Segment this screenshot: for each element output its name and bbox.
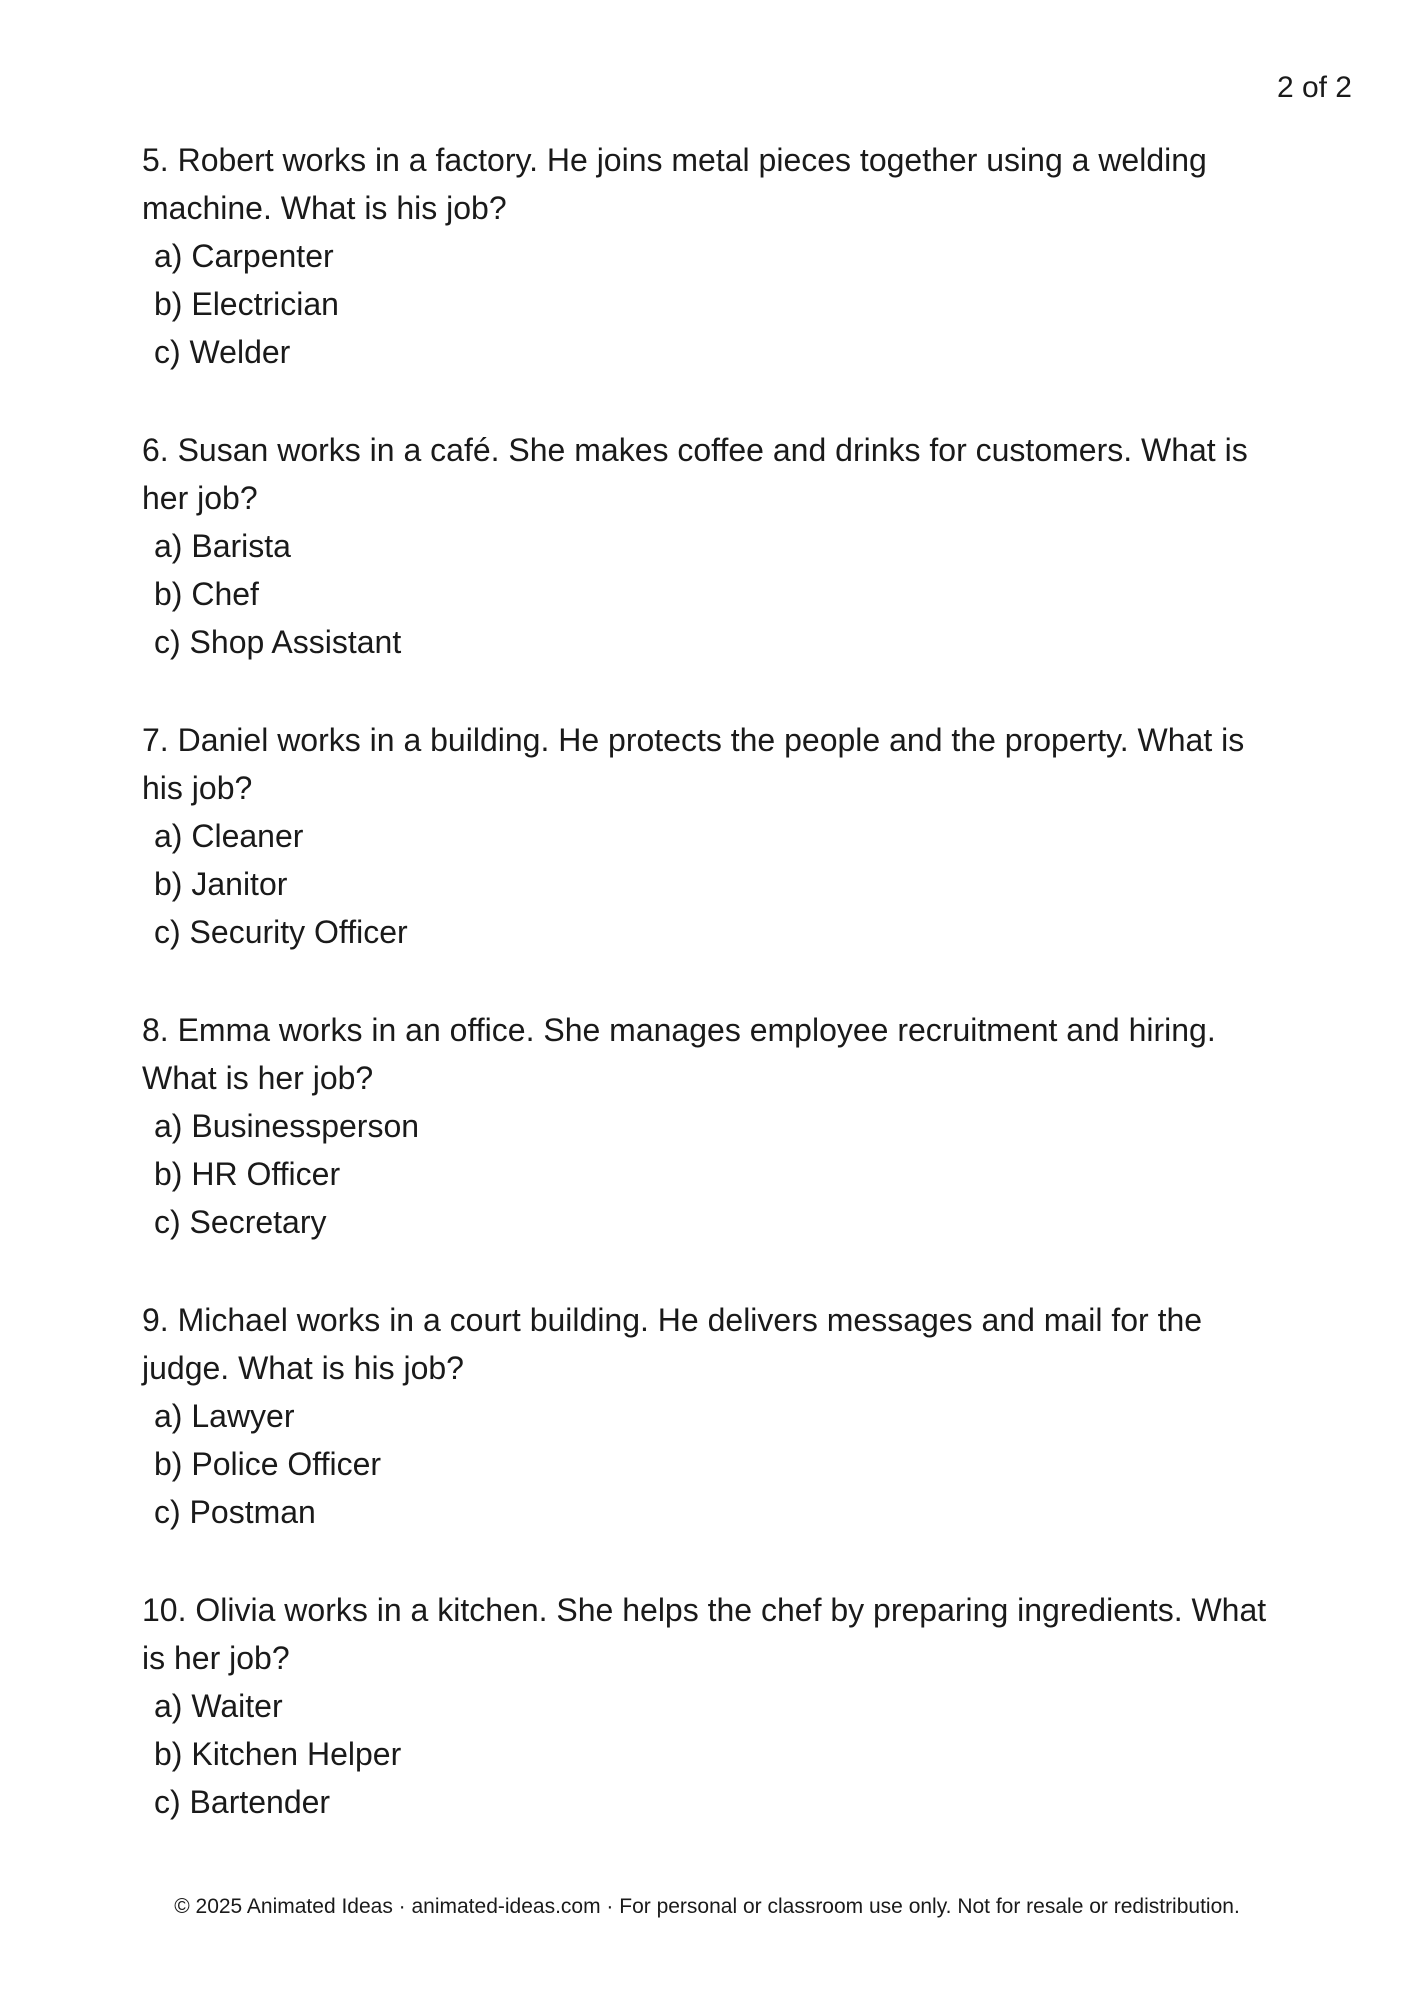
question-8 bbox=[142, 1006, 1322, 1246]
option-c: c) Shop Assistant bbox=[154, 624, 402, 660]
answer-options bbox=[142, 232, 1322, 376]
option-a: a) Cleaner bbox=[154, 818, 304, 854]
option-b: b) Police Officer bbox=[154, 1446, 382, 1482]
option-c: c) Secretary bbox=[154, 1204, 327, 1240]
option-c: c) Security Officer bbox=[154, 914, 408, 950]
option-a: a) Barista bbox=[154, 528, 291, 564]
question-7 bbox=[142, 716, 1322, 956]
question-10 bbox=[142, 1586, 1322, 1826]
option-b: b) Chef bbox=[154, 576, 259, 612]
option-c: c) Postman bbox=[154, 1494, 316, 1530]
answer-options bbox=[142, 1102, 1322, 1246]
option-a: a) Lawyer bbox=[154, 1398, 295, 1434]
question-text: 9. Michael works in a court building. He delivers messages and mail for the judge. What is his job? bbox=[142, 1302, 1203, 1386]
option-c: c) Welder bbox=[154, 334, 291, 370]
question-text: 8. Emma works in an office. She manages employee recruitment and hiring. What is her job? bbox=[142, 1012, 1216, 1096]
option-a: a) Waiter bbox=[154, 1688, 283, 1724]
answer-options bbox=[142, 522, 1322, 666]
question-text: 7. Daniel works in a building. He protects the people and the property. What is his job? bbox=[142, 722, 1245, 806]
worksheet-content bbox=[142, 136, 1322, 1876]
option-a: a) Businessperson bbox=[154, 1108, 420, 1144]
option-b: b) Janitor bbox=[154, 866, 288, 902]
question-6 bbox=[142, 426, 1322, 666]
option-b: b) HR Officer bbox=[154, 1156, 341, 1192]
question-5 bbox=[142, 136, 1322, 376]
copyright-footer: © 2025 Animated Ideas · animated-ideas.com · For personal or classroom use only. Not for resale or redistribution. bbox=[174, 1895, 1240, 1918]
question-text: 6. Susan works in a café. She makes coffee and drinks for customers. What is her job? bbox=[142, 432, 1248, 516]
option-b: b) Electrician bbox=[154, 286, 339, 322]
answer-options bbox=[142, 1682, 1322, 1826]
page-number: 2 of 2 bbox=[1276, 71, 1352, 104]
answer-options bbox=[142, 812, 1322, 956]
question-text: 5. Robert works in a factory. He joins metal pieces together using a welding machine. What is his job? bbox=[142, 142, 1207, 226]
question-9 bbox=[142, 1296, 1322, 1536]
option-a: a) Carpenter bbox=[154, 238, 334, 274]
question-text: 10. Olivia works in a kitchen. She helps the chef by preparing ingredients. What is her job? bbox=[142, 1592, 1267, 1676]
option-c: c) Bartender bbox=[154, 1784, 331, 1820]
option-b: b) Kitchen Helper bbox=[154, 1736, 402, 1772]
answer-options bbox=[142, 1392, 1322, 1536]
